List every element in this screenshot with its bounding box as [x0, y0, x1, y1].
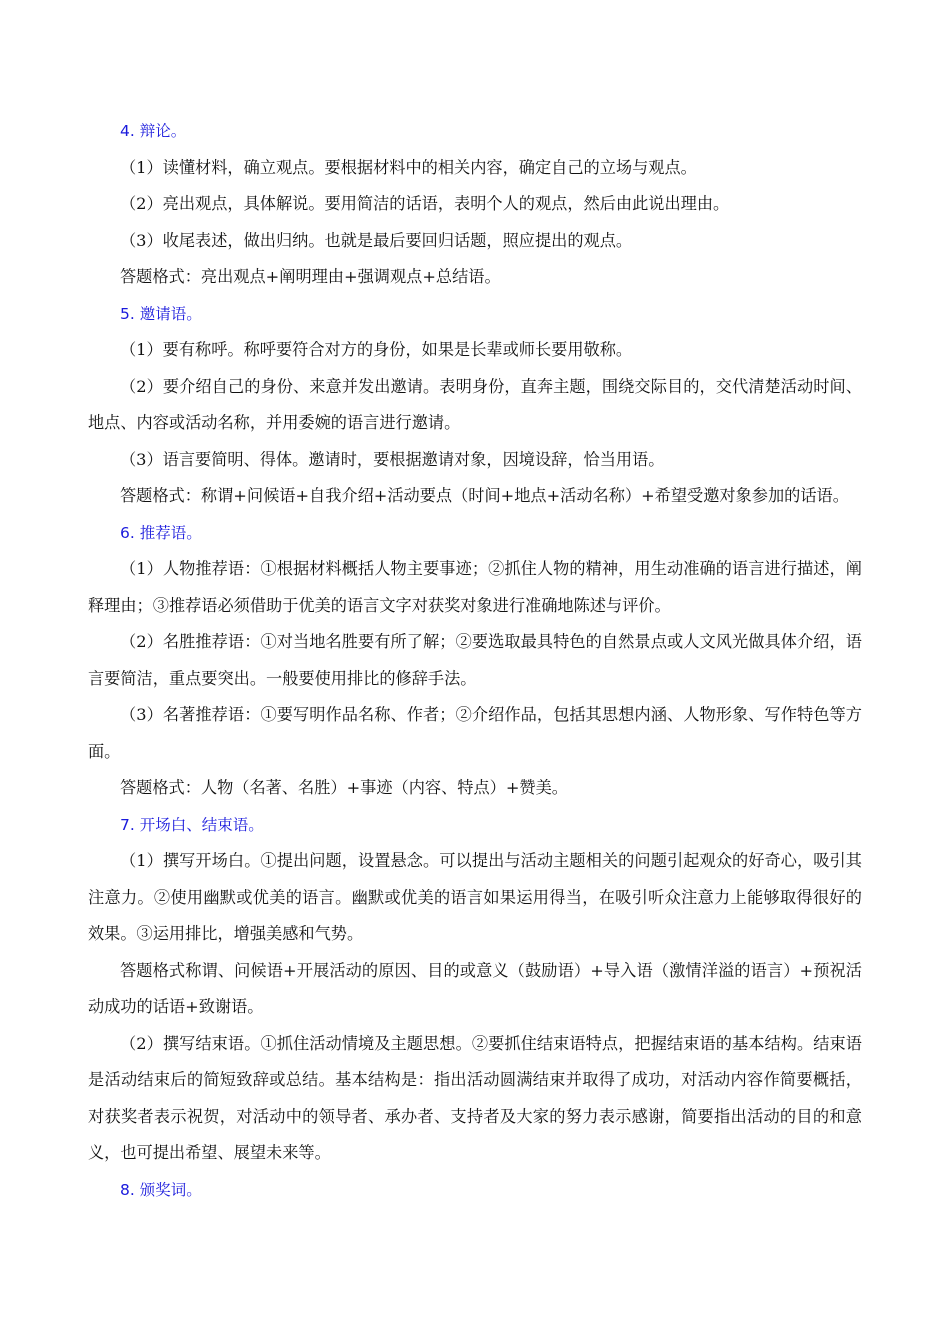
paragraph: （3）收尾表述，做出归纳。也就是最后要回归话题，照应提出的观点。: [120, 230, 633, 250]
paragraph: （2）亮出观点，具体解说。要用简洁的话语，表明个人的观点，然后由此说出理由。: [120, 194, 730, 213]
answer-format: 答题格式：人物（名著、名胜）+事迹（内容、特点）+赞美。: [120, 778, 568, 797]
answer-format: 答题格式称谓、问候语+开展活动的原因、目的或意义（鼓励语）+导入语（激情洋溢的语言）+预祝活动成功的话语+致谢语。: [88, 960, 862, 1016]
paragraph: （2）名胜推荐语：①对当地名胜要有所了解；②要选取最具特色的自然景点或人文风光做具体介绍，语言要简洁，重点要突出。一般要使用排比的修辞手法。: [88, 632, 862, 688]
paragraph: （1）读懂材料，确立观点。要根据材料中的相关内容，确定自己的立场与观点。: [120, 157, 697, 177]
paragraph: （1）撰写开场白。①提出问题，设置悬念。可以提出与活动主题相关的问题引起观众的好奇心，吸引其注意力。②使用幽默或优美的语言。幽默或优美的语言如果运用得当，在吸引听众注意力上能够取得很好的效果。③运用排比，增强美感和气势。: [88, 851, 862, 943]
paragraph: （1）要有称呼。称呼要符合对方的身份，如果是长辈或师长要用敬称。: [120, 340, 633, 359]
paragraph: （2）撰写结束语。①抓住活动情境及主题思想。②要抓住结束语特点，把握结束语的基本结构。结束语是活动结束后的简短致辞或总结。基本结构是：指出活动圆满结束并取得了成功，对活动内容作简要概括，对获奖者表示祝贺，对活动中的领导者、承办者、支持者及大家的努力表示感谢，简要指出活动的目的和意义，也可提出希望、展望未来等。: [88, 1033, 862, 1162]
paragraph: （1）人物推荐语：①根据材料概括人物主要事迹；②抓住人物的精神，用生动准确的语言进行描述，阐释理由；③推荐语必须借助于优美的语言文字对获奖对象进行准确地陈述与评价。: [88, 559, 862, 615]
section-heading-award-speech: 8. 颁奖词。: [120, 1180, 202, 1199]
section-heading-opening-closing: 7. 开场白、结束语。: [120, 815, 264, 834]
answer-format: 答题格式：称谓+问候语+自我介绍+活动要点（时间+地点+活动名称）+希望受邀对象参加的话语。: [120, 486, 849, 505]
section-heading-invitation: 5. 邀请语。: [120, 304, 202, 323]
answer-format: 答题格式：亮出观点+阐明理由+强调观点+总结语。: [120, 267, 501, 286]
paragraph: （2）要介绍自己的身份、来意并发出邀请。表明身份，直奔主题，围绕交际目的，交代清楚活动时间、地点、内容或活动名称，并用委婉的语言进行邀请。: [88, 376, 862, 432]
section-heading-recommendation: 6. 推荐语。: [120, 523, 202, 542]
paragraph: （3）名著推荐语：①要写明作品名称、作者；②介绍作品，包括其思想内涵、人物形象、写作特色等方面。: [88, 705, 862, 761]
section-heading-debate: 4. 辩论。: [120, 122, 187, 140]
document-body: [88, 113, 862, 1208]
paragraph: （3）语言要简明、得体。邀请时，要根据邀请对象，因境设辞，恰当用语。: [120, 449, 665, 469]
